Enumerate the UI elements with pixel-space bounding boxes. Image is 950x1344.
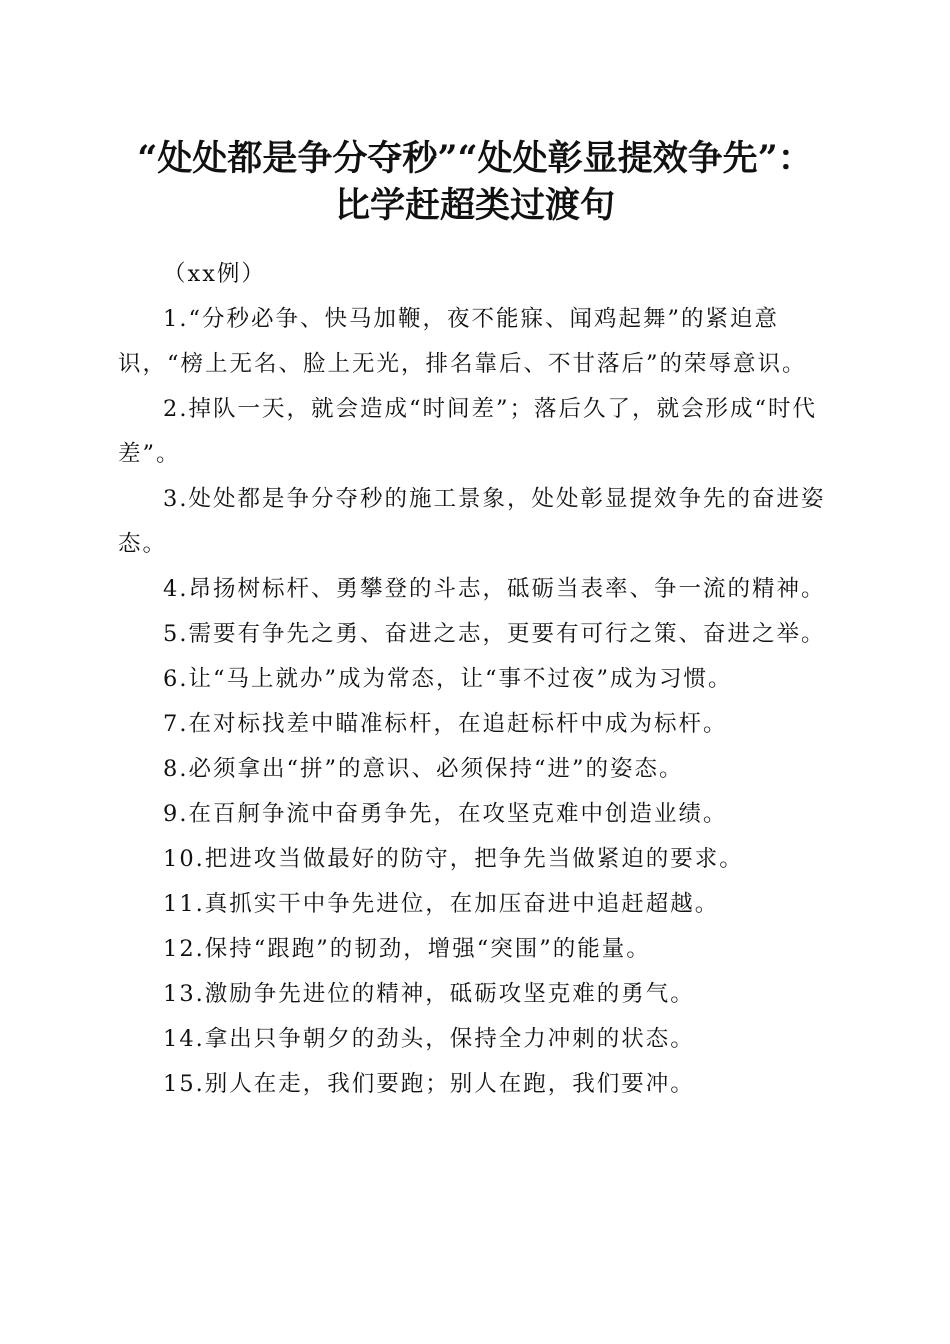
list-item: 13.激励争先进位的精神，砥砺攻坚克难的勇气。 <box>163 981 695 1007</box>
list-item: 12.保持“跟跑”的韧劲，增强“突围”的能量。 <box>163 936 651 962</box>
document-title-line-1: “处处都是争分夺秒”“处处彰显提效争先”： <box>137 138 813 179</box>
list-item: 8.必须拿出“拼”的意识、必须保持“进”的姿态。 <box>163 756 684 782</box>
document-body <box>118 252 838 1107</box>
list-item: 2.掉队一天，就会造成“时间差”；落后久了，就会形成“时代差”。 <box>118 396 817 467</box>
list-item: 4.昂扬树标杆、勇攀登的斗志，砥砺当表率、争一流的精神。 <box>163 576 826 602</box>
list-item: 1.“分秒必争、快马加鞭，夜不能寐、闻鸡起舞”的紧迫意识，“榜上无名、脸上无光，排名靠后、不甘落后”的荣辱意识。 <box>118 306 807 377</box>
list-item: 10.把进攻当做最好的防守，把争先当做紧迫的要求。 <box>163 846 744 872</box>
list-item: 3.处处都是争分夺秒的施工景象，处处彰显提效争先的奋进姿态。 <box>118 486 826 557</box>
document-subtitle: （xx例） <box>163 261 266 287</box>
list-item: 15.别人在走，我们要跑；别人在跑，我们要冲。 <box>163 1071 695 1097</box>
list-item: 5.需要有争先之勇、奋进之志，更要有可行之策、奋进之举。 <box>163 621 826 647</box>
document-title-line-2: 比学赶超类过渡句 <box>334 185 615 226</box>
list-item: 6.让“马上就办”成为常态，让“事不过夜”成为习惯。 <box>163 666 733 692</box>
list-item: 14.拿出只争朝夕的劲头，保持全力冲刺的状态。 <box>163 1026 695 1052</box>
list-item: 7.在对标找差中瞄准标杆，在追赶标杆中成为标杆。 <box>163 711 728 737</box>
list-item: 9.在百舸争流中奋勇争先，在攻坚克难中创造业绩。 <box>163 801 728 827</box>
list-item: 11.真抓实干中争先进位，在加压奋进中追赶超越。 <box>163 891 720 917</box>
